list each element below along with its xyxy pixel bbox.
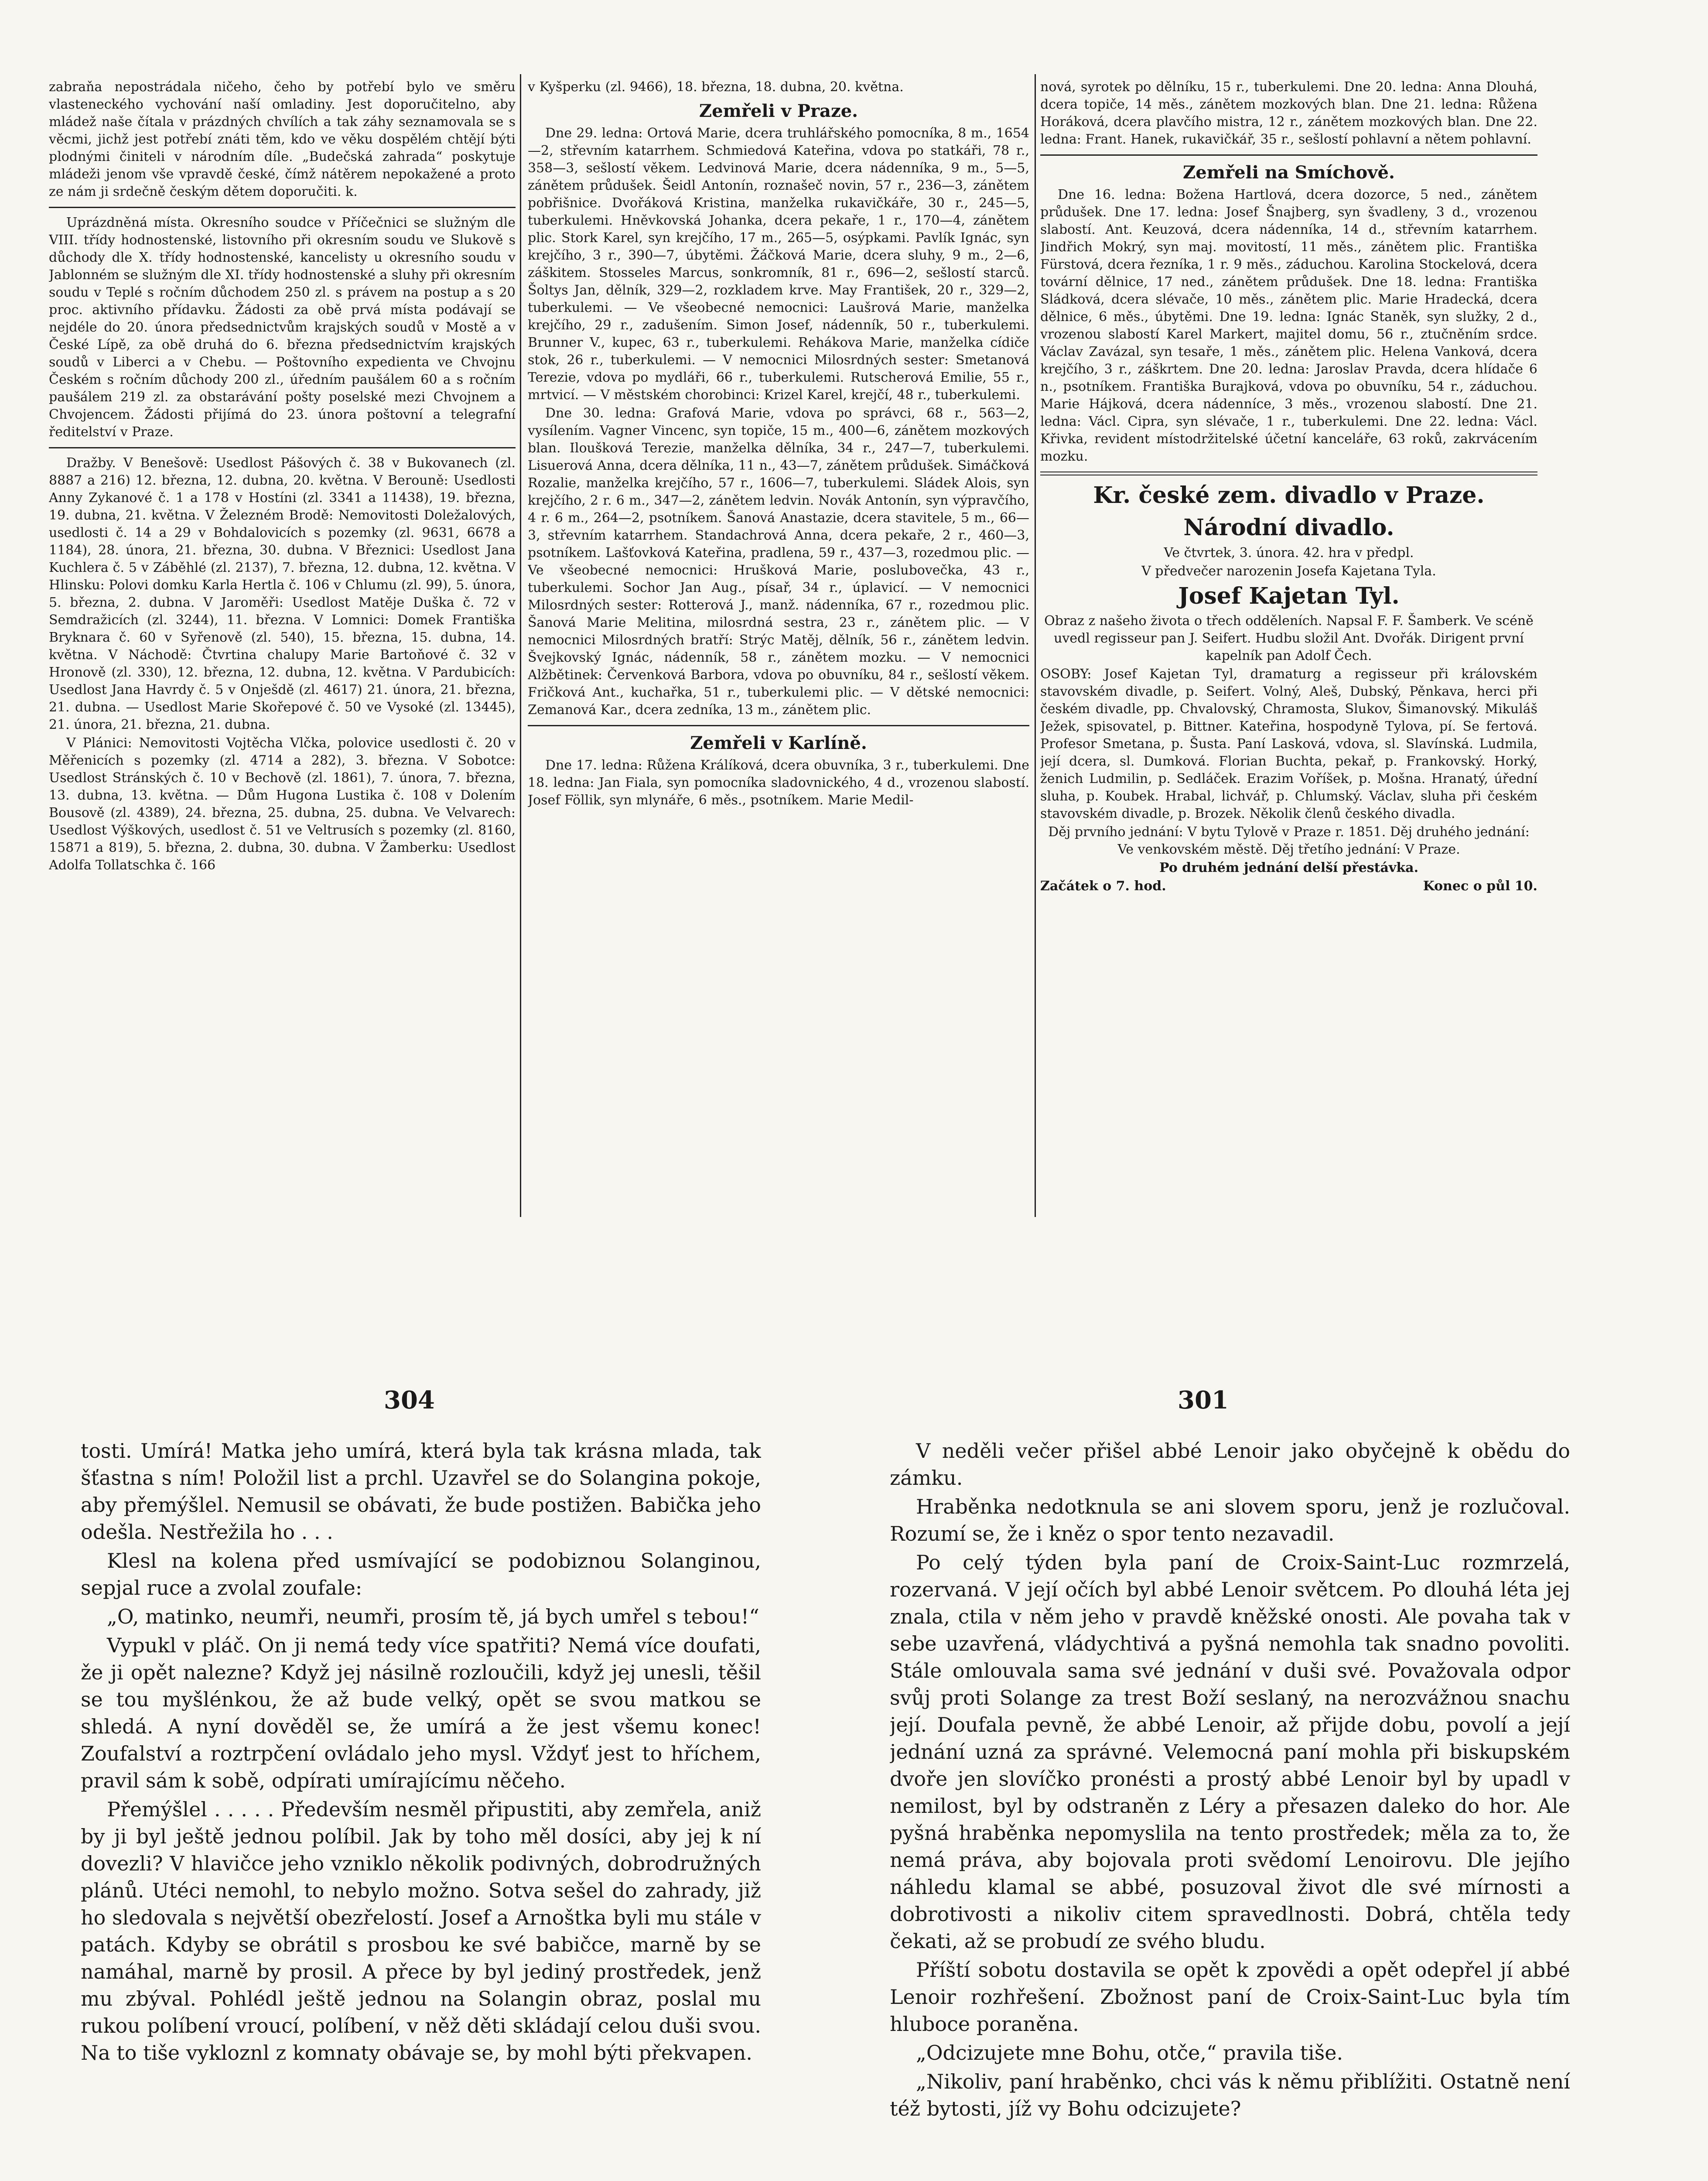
theatre-date: Ve čtvrtek, 3. února. 42. hra v předpl. <box>1164 545 1414 561</box>
deaths-smichov: Dne 16. ledna: Božena Hartlová, dcera dozorce, 5 ned., zánětem průdušek. Dne 17. ledna: Josef Šnajberg, syn švadleny, 3 d., vrozenou slabostí. Ant. Keuzová, dcera nádenníka, 14 d., střevním katarrhem. Jindřich Mokrý, syn maj. movitostí, 11 měs., zánětem plic. Františka Fürstová, dcera řezníka, 1 r. 9 měs., záduchou. Karolina Stockelová, dcera tovární dělnice, 17 ned., zánětem průdušek. Dne 18. ledna: Františka Sládková, dcera slévače, 10 měs., zánětem plic. Marie Hradecká, dcera dělnice, 6 měs., úbytěmi. Dne 19. ledna: Ignác Staněk, syn služky, 2 d., vrozenou slabostí Karel Markert, majitel domu, 56 r., ztučněním srdce. Václav Zavázal, syn tesaře, 1 měs., zánětem plic. Helena Vanková, dcera krejčího, 3 r., záškrtem. Dne 20. ledna: Jaroslav Pravda, dcera hlídače 6 n., psotníkem. Františka Burajková, vdova po obuvníku, 54 r., záduchou. Marie Hájková, dcera nádenníce, 3 měs., vrozenou slabostí. Dne 21. ledna: Václ. Cipra, syn slévače, 1 r., tuberkulemi. Dne 22. ledna: Václ. Křivka, revident místodržitelské účetní kanceláře, 63 roků, zakrvácením mozku. <box>1040 187 1537 464</box>
auctions-continued: v Kyšperku (zl. 9466), 18. března, 18. dubna, 20. května. <box>528 79 904 95</box>
deaths-praha-29: Dne 29. ledna: Ortová Marie, dcera truhlářského pomocníka, 8 m., 1654—2, střevním katarrhem. Schmiedová Kateřina, vdova po statkáři, 78 r., 358—3, sešlostí věkem. Ledvinová Marie, dcera nádenníka, 9 m., 5—5, zánětem průdušek. Šeidl Antonín, roznašeč novin, 57 r., 236—3, zánětem pobřišnice. Dvořáková Kristina, manželka rukavičkáře, 30 r., 245—5, tuberkulemi. Hněvkovská Johanka, dcera pekaře, 1 r., 170—4, zánětem plic. Stork Karel, syn krejčího, 17 m., 265—5, osýpkami. Pavlík Ignác, syn krejčího, 3 r., 390—7, úbytěmi. Žáčková Marie, dcera sluhy, 9 m., 2—6, záškitem. Stosseles Marcus, sonkromník, 81 r., 696—2, sešlostí starců. Šoltys Jan, dělník, 329—2, rozkladem krve. May František, 20 r., 329—2, tuberkulemi. — Ve všeobecné nemocnici: Laušrová Marie, manželka krejčího, 29 r., zadušením. Simon Josef, nádenník, 50 r., tuberkulemi. Brunner V., kupec, 63 r., tuberkulemi. Rehákova Marie, manželka cídiče stok, 26 r., tuberkulemi. — V nemocnici Milosrdných sester: Smetanová Terezie, vdova po mydláři, 66 r., tuberkulemi. Rutscherová Emilie, 55 r., mrtvicí. — V městském chorobinci: Krizel Karel, krejčí, 48 r., tuberkulemi. <box>528 126 1029 403</box>
deaths-karlin: Dne 17. ledna: Růžena Králíková, dcera obuvníka, 3 r., tuberkulemi. Dne 18. ledna: Jan Fiala, syn pomocníka sladovnického, 4 d., vrozenou slabostí. Josef Föllik, syn mlynáře, 6 měs., psotníkem. Marie Medil- <box>528 758 1029 808</box>
column-left <box>49 79 516 1230</box>
story-paragraph: Hraběnka nedotknula se ani slovem sporu, jenž je rozlučoval. Rozumí se, že i kněz o spor tento nezavadil. <box>890 1495 1570 1545</box>
story-paragraph: „O, matinko, neumři, neumři, prosím tě, já bych umřel s tebou!“ <box>107 1605 759 1628</box>
deaths-karlin-continued: nová, syrotek po dělníku, 15 r., tuberkulemi. Dne 20. ledna: Anna Dlouhá, dcera topiče, 14 měs., zánětem mozkových blan. Dne 21. ledna: Růžena Horáková, dcera plavčího mistra, 12 r., zánětem mozkových blan. Dne 22. ledna: Frant. Hanek, rukavičkář, 35 r., sešlostí pohlavní a nětem pohlavní. <box>1040 79 1537 147</box>
story-paragraph: tosti. Umírá! Matka jeho umírá, která byla tak krásna mlada, tak šťastna s ním! Položil list a prchl. Uzavřel se do Solangina pokoje, aby přemýšlel. Nemusil se obávati, že bude postižen. Babička jeho odešla. Nestřežila ho . . . <box>81 1439 761 1544</box>
page-number-right: 301 <box>1178 1386 1229 1415</box>
section-heading-smichov: Zemřeli na Smíchově. <box>1183 162 1395 183</box>
section-heading-karlin: Zemřeli v Karlíně. <box>690 733 867 753</box>
section-heading-praha: Zemřeli v Praze. <box>699 101 858 121</box>
play-intermission: Po druhém jednání delší přestávka. <box>1159 860 1419 875</box>
play-start: Začátek o 7. hod. <box>1040 879 1166 894</box>
story-paragraph: „Odcizujete mne Bohu, otče,“ pravila tiše. <box>916 2041 1343 2065</box>
play-times <box>1040 878 1537 895</box>
story-paragraph: Přemýšlel . . . . . Především nesměl připustiti, aby zemřela, aniž by ji byl ještě jednou políbil. Jak by toho měl dosíci, aby jej k ní dovezli? V hlavičce jeho vzniklo několik podivných, dobrodružných plánů. Utéci nemohl, to nebylo možno. Sotva sešel do zahrady, již ho sledovala s největší obezřelostí. Josef a Arnoštka byli mu stále v patách. Kdyby se obrátil s prosbou ke své babičce, marně by se namáhal, marně by prosil. A přece by byl jediný prostředek, jenž mu zbýval. Pohlédl ještě jednou na Solangin obraz, poslal mu rukou políbení vroucí, políbení, v něž děti skládají celou duši svou. Na to tiše vykloznl z komnaty obávaje se, by mohl býti překvapen. <box>81 1798 761 2065</box>
theatre-heading: Kr. české zem. divadlo v Praze. <box>1093 482 1485 509</box>
auctions-paragraph: Dražby. V Benešově: Usedlost Pášových č. 38 v Bukovanech (zl. 8887 a 216) 12. března, 12. dubna, 20. května. V Berouně: Usedlosti Anny Zykanové č. 1 a 178 v Hostíni (zl. 3341 a 11438), 19. března, 19. dubna, 21. května. V Železném Brodě: Nemovitosti Doležalových, usedlosti č. 14 a 29 v Bohdalovicích s pozemky (zl. 9631, 6678 a 1184), 28. února, 21. března, 30. dubna. V Březnici: Usedlost Jana Kuchlera č. 5 v Záběhlé (zl. 2137), 7. března, 12. dubna, 12. května. V Hlinsku: Polovi domku Karla Hertla č. 106 v Chlumu (zl. 99), 5. února, 5. března, 2. dubna. V Jaroměři: Usedlost Matěje Duška č. 72 v Semdražicích (zl. 3244), 11. března. V Lomnici: Domek Františka Bryknara č. 60 v Syřenově (zl. 540), 15. března, 15. dubna, 14. května. V Náchodě: Čtvrtina chalupy Marie Bartoňové č. 32 v Hronově (zl. 330), 12. března, 12. dubna, 12. května. V Pardubicích: Usedlost Jana Havrdy č. 5 v Onješdě (zl. 4617) 21. února, 21. března, 21. dubna. — Usedlost Marie Skořepové č. 50 ve Vysoké (zl. 13445), 21. února, 21. března, 21. dubna. <box>49 455 516 732</box>
deaths-praha-30: Dne 30. ledna: Grafová Marie, vdova po správci, 68 r., 563—2, vysílením. Vagner Vincenc, syn topiče, 15 m., 400—6, zánětem mozkových blan. Iloušková Terezie, manželka dělníka, 34 r., 247—7, tuberkulemi. Lisuerová Anna, dcera dělníka, 11 n., 43—7, zánětem průdušek. Simáčková Rozalie, manželka krejčího, 57 r., 1606—7, tuberkulemi. Sládek Alois, syn krejčího, 2 r. 6 m., 347—2, zánětem ledvin. Novák Antonín, syn výpravčího, 4 r. 6 m., 264—2, psotníkem. Šanová Anastazie, dcera stavitele, 5 m., 66—3, střevním katarrhem. Standachrová Anna, dcera pekaře, 2 r., 460—3, psotníkem. Lašťovková Kateřina, pradlena, 59 r., 437—3, rozedmou plic. — Ve všeobecné nemocnici: Hrušková Marie, poslubovečka, 43 r., tuberkulemi. Sochor Jan Aug., písař, 34 r., úplavicí. — V nemocnici Milosrdných sester: Rotterová J., manž. nádenníka, 67 r., rozedmou plic. Šanová Marie Melitina, milosrdná sestra, 23 r., zánětem plic. — V nemocnici Milosrdných bratří: Strýc Matěj, dělník, 56 r., zánětem ledvin. Švejkovský Ignác, nádenník, 58 r., zánětem mozku. — V nemocnici Alžbětinek: Červenková Barbora, vdova po obuvníku, 84 r., sešlostí věkem. Fričková Ant., kuchařka, 51 r., tuberkulemi plic. — V dětské nemocnici: Zemanová Kar., dcera zedníka, 13 m., zánětem plic. <box>528 406 1029 718</box>
story-paragraph: V neděli večer přišel abbé Lenoir jako obyčejně k obědu do zámku. <box>890 1439 1570 1490</box>
story-paragraph: Vypukl v pláč. On ji nemá tedy více spatřiti? Nemá více doufati, že ji opět nalezne? Když jej násilně rozloučili, když jej unesli, těšil se tou myšlénkou, že až bude velký, opět se svou matkou se shledá. A nyní dověděl se, že umírá a že jest všemu konec! Zoufalství a roztrpčení ovládalo jeho mysl. Vždyť jest to hříchem, pravil sám k sobě, odpírati umírajícímu něčeho. <box>81 1634 761 1792</box>
column-rule <box>1035 74 1036 1217</box>
auctions-paragraph-2: V Plánici: Nemovitosti Vojtěcha Vlčka, polovice usedlosti č. 20 v Měřenicích s pozemky (zl. 4714 a 282), 3. března. V Sobotce: Usedlost Stránských č. 10 v Bechově (zl. 1861), 7. února, 7. března, 13. dubna, 13. května. — Dům Hugona Lustika č. 108 v Dolením Bousově (zl. 4389), 24. března, 25. dubna, 25. dubna. Ve Velvarech: Usedlost Výškových, usedlost č. 51 ve Veltrusích s pozemky (zl. 8160, 15871 a 819), 5. března, 2. dubna, 30. dubna. V Žamberku: Usedlost Adolfa Tollatschka č. 166 <box>49 735 516 873</box>
column-rule <box>520 74 521 1217</box>
theatre-announcement <box>1040 482 1537 895</box>
theatre-subheading: Národní divadlo. <box>1183 514 1394 541</box>
play-title: Josef Kajetan Tyl. <box>1178 583 1400 609</box>
story-right-page <box>890 1437 1570 2181</box>
play-end: Konec o půl 10. <box>1423 879 1537 894</box>
divider <box>528 725 1029 726</box>
column-right <box>1040 79 1537 1230</box>
story-paragraph: Po celý týden byla paní de Croix-Saint-Luc rozmrzelá, rozervaná. V její očích byl abbé Lenoir světcem. Po dlouhá léta jej znala, ctila v něm jeho v pravdě kněžské onosti. Ale povaha tak v sebe uzavřená, vládychtivá a pyšná nemohla tak snadno povoliti. Stále omlouvala sama své jednání v duši své. Považovala odpor svůj proti Solange za trest Boží seslaný, na nerozvážnou snachu její. Doufala pevně, že abbé Lenoir, až přijde dobu, povolí a její jednání uzná za správné. Velemocná paní mohla při biskupském dvoře jen slovíčko pronésti a prostý abbé Lenoir byl by upadl v nemilost, byl by odstraněn z Léry a přesazen daleko do hor. Ale pyšná hraběnka nepomyslila na tento prostředek; měla za to, že nemá práva, aby bojovala proti svědomí Lenoirovu. Dle jejího náhledu klamal se abbé, posuzoval život dle své mírnosti a dobrotivosti a nikoliv citem spravedlnosti. Dobrá, chtěla tedy čekati, až se probudí ze svého bludu. <box>890 1551 1570 1953</box>
story-paragraph: Klesl na kolena před usmívající se podobiznou Solanginou, sepjal ruce a zvolal zoufale: <box>81 1549 761 1600</box>
divider-double <box>1040 472 1537 475</box>
play-cast: OSOBY: Josef Kajetan Tyl, dramaturg a regisseur při královském stavovském divadle, p. Seifert. Volný, Aleš, Dubský, Pěnkava, herci při českém divadle, pp. Chvalovský, Chramosta, Slukov, Šimanovský. Mikuláš Ježek, spisovatel, p. Bittner. Kateřina, hospodyně Tylova, pí. Se fertová. Profesor Smetana, p. Šusta. Paní Lasková, vdova, sl. Slavínská. Ludmila, její dcera, sl. Dumková. Florian Buchta, pekař, p. Frankovský. Horký, ženich Ludmilin, p. Sedláček. Erazim Voříšek, p. Mošna. Hranatý, úřední sluha, p. Koubek. Hrabal, lichvář, p. Chlumský. Václav, sluha při českém stavovském divadle, p. Brozek. Několik členů českého divadla. <box>1040 667 1537 821</box>
story-paragraph: „Nikoliv, paní hraběnko, chci vás k němu přiblížiti. Ostatně není též bytosti, jíž vy Bohu odcizujete? <box>890 2070 1570 2120</box>
vacancies-paragraph: Uprázdněná místa. Okresního soudce v Příčečnici se služným dle VIII. třídy hodnostenské, listovního při okresním soudu ve Slukově s důchody dle X. třídy hodnostenské, kancelisty u okresního soudu v Jablonném se služným dle XI. třídy hodnostenské a sluhy při okresním soudu v Teplé s ročním důchodem 250 zl. s právem na postup a s 20 proc. aktivního přídavku. Žádosti za obě prvá místa podávají se nejdéle do 20. února předsednictvům krajských soudů v Mostě a v České Lípě, za obě druhá do 6. března předsednictvím krajských soudů v Liberci a v Chebu. — Poštovního expedienta ve Chvojnu Českém s ročním důchody 200 zl., úředním paušálem 60 a s ročním paušálem 219 zl. za obstarávání pošty poselské mezi Chvojnem a Chvojencem. Žádosti přijímá do 23. února poštovní a telegrafní ředitelství v Praze. <box>49 215 516 440</box>
play-description: Obraz z našeho života o třech odděleních. Napsal F. F. Šamberk. Ve scéně uvedl regisseur pan J. Seifert. Hudbu složil Ant. Dvořák. Dirigent první kapelník pan Adolf Čech. <box>1044 613 1534 663</box>
page-number-left: 304 <box>384 1386 435 1415</box>
column-middle <box>528 79 1029 1230</box>
divider <box>49 207 516 208</box>
review-paragraph: zabraňa nepostrádala ničeho, čeho by potřebí bylo ve směru vlasteneckého vychování naší omladiny. Jest doporučitelno, aby mládež naše čítala v prázdných chvílích a tak záhy seznamovala se s věcmi, jichž jest potřebí znáti těm, kdo ve věku dospělém chtějí býti plodnými činiteli v národním díle. „Budečská zahrada“ poskytuje mládeži jenom vše vpravdě české, čímž nátěrem nepokažené a proto ze nám ji srdečně českým dětem doporučiti. k. <box>49 79 516 199</box>
story-left-page <box>81 1437 761 2181</box>
theatre-occasion: V předvečer narozenin Josefa Kajetana Tyla. <box>1141 564 1436 579</box>
divider <box>1040 154 1537 156</box>
story-paragraph: Příští sobotu dostavila se opět k zpovědi a opět odepřel jí abbé Lenoir rozhřešení. Zbožnost paní de Croix-Saint-Luc byla tím hluboce poraněna. <box>890 1958 1570 2036</box>
divider <box>49 447 516 448</box>
play-setting: Děj prvního jednání: V bytu Tylově v Praze r. 1851. Děj druhého jednání: Ve venkovském městě. Děj třetího jednání: V Praze. <box>1048 824 1530 857</box>
